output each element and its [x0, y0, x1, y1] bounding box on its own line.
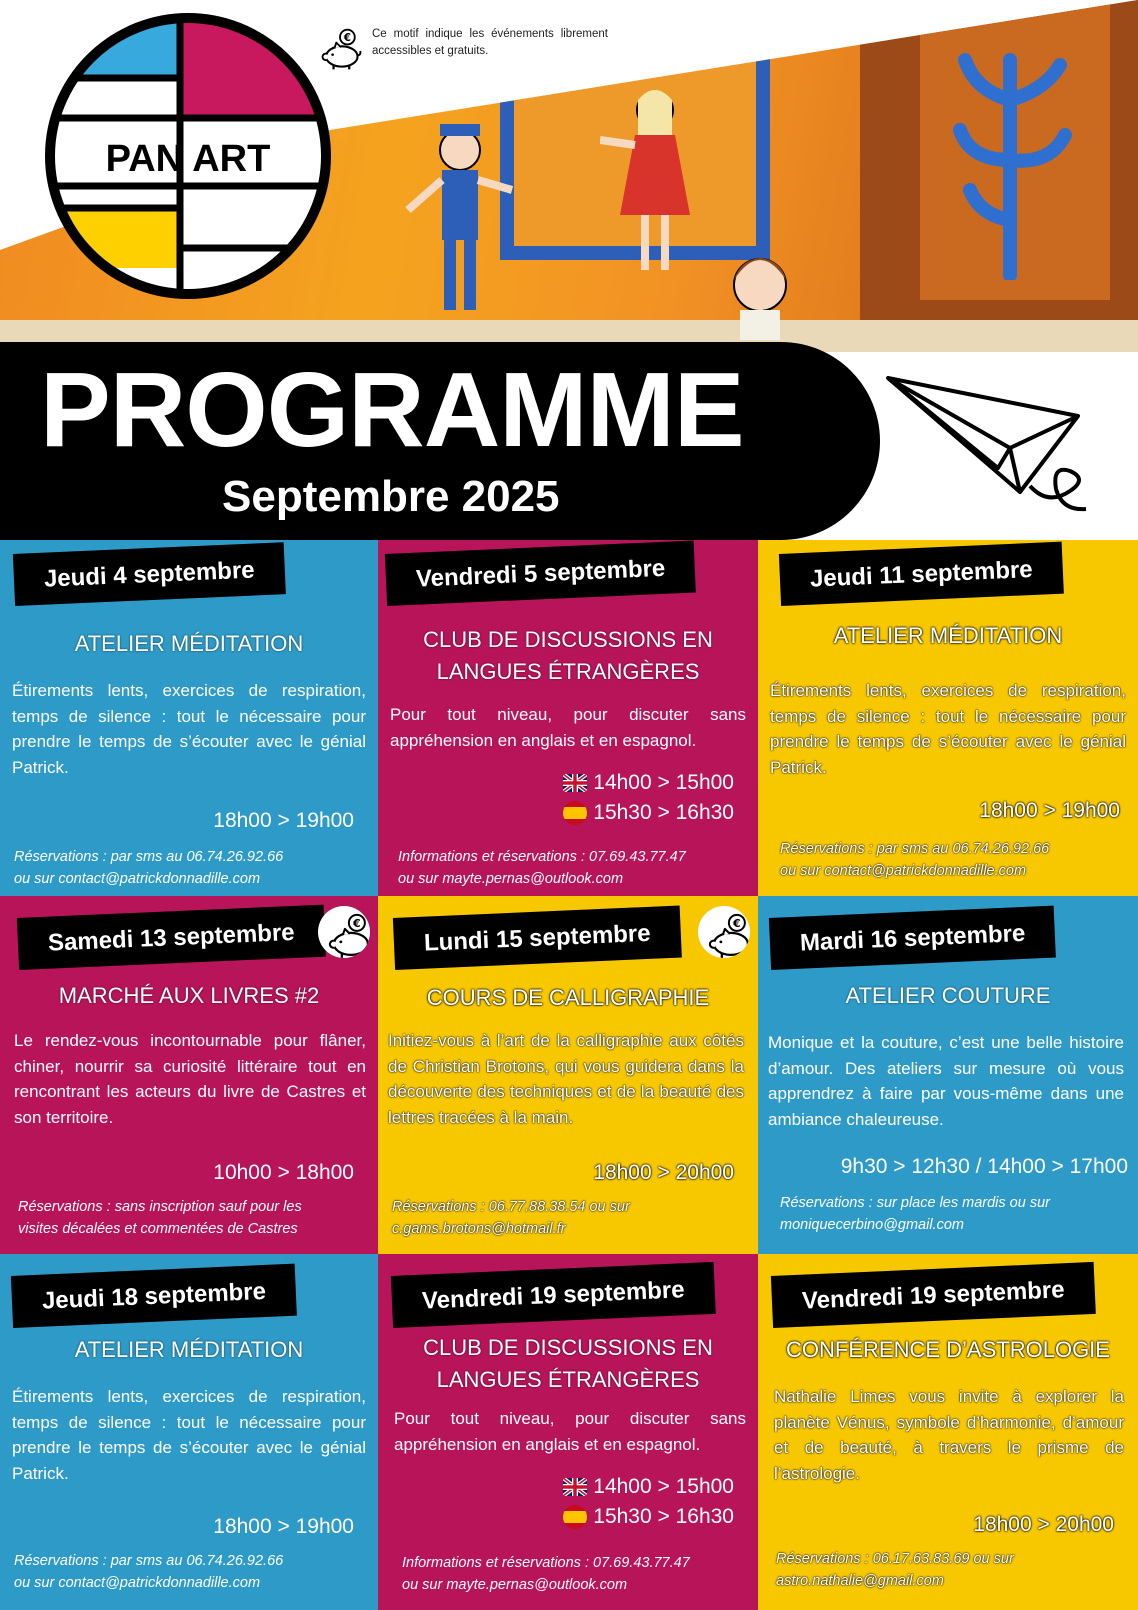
- event-card: [378, 1254, 758, 1610]
- event-time-es: 15h30 > 16h30: [593, 801, 734, 824]
- uk-flag-icon: [563, 1478, 587, 1496]
- event-time: [563, 1472, 734, 1532]
- event-date: Lundi 15 septembre: [393, 906, 682, 970]
- logo-text: PAN ART: [105, 138, 271, 180]
- reservation-line: Réservations : 06.77.88.38.54 ou sur: [392, 1199, 630, 1215]
- event-title: ATELIER MÉDITATION: [833, 623, 1063, 648]
- event-title-line: LANGUES ÉTRANGÈRES: [436, 659, 700, 684]
- title-banner: [0, 342, 880, 540]
- free-events-note: [316, 26, 608, 74]
- event-description: Pour tout niveau, pour discuter sans appréhension en anglais et en espagnol.: [390, 705, 746, 750]
- events-grid: [0, 540, 1138, 1610]
- event-date: Vendredi 5 septembre: [385, 541, 696, 606]
- event-title: ATELIER COUTURE: [845, 983, 1051, 1008]
- event-time: 18h00 > 20h00: [973, 1513, 1114, 1536]
- reservation-line: Réservations : par sms au 06.74.26.92.66: [780, 841, 1050, 857]
- event-description: Initiez-vous à l’art de la calligraphie aux côtés de Christian Brotons, qui vous guidera dans la découverte des techniques et de la beauté des lettres tracées à la main.: [388, 1031, 744, 1127]
- event-description: Étirements lents, exercices de respiration, temps de silence : tout le nécessaire pour prendre le temps de s’écouter avec le génial Patrick.: [12, 681, 366, 777]
- event-card: [758, 540, 1138, 896]
- event-reservation: [14, 846, 360, 890]
- page-title: PROGRAMME: [40, 351, 744, 469]
- reservation-line: Informations et réservations : 07.69.43.77.47: [398, 849, 686, 865]
- free-events-note-text: Ce motif indique les événements librement accessibles et gratuits.: [372, 28, 608, 57]
- panart-logo: [40, 8, 336, 304]
- reservation-contact: visites décalées et commentées de Castres: [18, 1221, 298, 1237]
- reservation-contact: c.gams.brotons@hotmail.fr: [392, 1221, 566, 1237]
- event-date: Vendredi 19 septembre: [771, 1262, 1096, 1328]
- event-time-es: 15h30 > 16h30: [593, 1505, 734, 1528]
- reservation-contact: ou sur mayte.pernas@outlook.com: [398, 871, 624, 887]
- uk-flag-icon: [563, 774, 587, 792]
- event-title: MARCHÉ AUX LIVRES #2: [58, 983, 320, 1008]
- reservation-contact: ou sur contact@patrickdonnadille.com: [14, 871, 261, 887]
- spain-flag-icon: [563, 1505, 587, 1529]
- event-card: [0, 1254, 378, 1610]
- event-time-en: 14h00 > 15h00: [593, 771, 734, 794]
- event-card: [378, 540, 758, 896]
- event-title: [386, 624, 750, 688]
- event-card: [758, 1254, 1138, 1610]
- event-title-line: CLUB DE DISCUSSIONS EN: [423, 627, 713, 652]
- event-reservation: [776, 1548, 1120, 1592]
- event-card: [758, 896, 1138, 1254]
- event-description: Nathalie Limes vous invite à explorer la planète Vénus, symbole d’harmonie, d’amour et de beauté, à travers le prisme de l’astrologie.: [774, 1387, 1124, 1483]
- event-date: Jeudi 4 septembre: [13, 542, 286, 606]
- figure-right-illustration: [600, 80, 710, 280]
- piggy-bank-euro-icon: [318, 906, 370, 958]
- event-description: Étirements lents, exercices de respiration, temps de silence : tout le nécessaire pour prendre le temps de s’écouter avec le génial Patrick.: [12, 1387, 366, 1483]
- event-title: ATELIER MÉDITATION: [74, 631, 304, 656]
- event-title-line: CLUB DE DISCUSSIONS EN: [423, 1335, 713, 1360]
- event-date: Jeudi 11 septembre: [779, 542, 1064, 606]
- event-title: CONFÉRENCE D’ASTROLOGIE: [786, 1337, 1110, 1362]
- event-reservation: [780, 838, 1120, 882]
- reservation-line: Informations et réservations : 07.69.43.77.47: [402, 1555, 690, 1571]
- plant-illustration: [950, 30, 1080, 280]
- reservation-contact: ou sur contact@patrickdonnadille.com: [14, 1575, 261, 1591]
- event-reservation: [18, 1196, 360, 1240]
- event-time: 10h00 > 18h00: [213, 1161, 354, 1184]
- reservation-contact: moniquecerbino@gmail.com: [780, 1217, 964, 1233]
- reservation-line: Réservations : sur place les mardis ou sur: [780, 1195, 1050, 1211]
- child-illustration: [720, 250, 800, 340]
- event-date: Vendredi 19 septembre: [391, 1262, 716, 1328]
- event-reservation: [780, 1192, 1120, 1236]
- figure-left-illustration: [400, 110, 520, 330]
- event-title: [386, 1332, 750, 1396]
- header: [0, 0, 1138, 540]
- event-time-en: 14h00 > 15h00: [593, 1475, 734, 1498]
- event-reservation: [14, 1550, 360, 1594]
- event-title-line: LANGUES ÉTRANGÈRES: [436, 1367, 700, 1392]
- event-title: COURS DE CALLIGRAPHIE: [426, 985, 710, 1010]
- event-card: [0, 540, 378, 896]
- paper-plane-icon: [880, 368, 1110, 528]
- event-description: Monique et la couture, c’est une belle histoire d’amour. Des ateliers sur mesure où vous apprendrez à faire par vous-même dans une ambiance chaleureuse.: [768, 1033, 1124, 1129]
- reservation-line: Réservations : par sms au 06.74.26.92.66: [14, 849, 284, 865]
- event-description: Étirements lents, exercices de respiration, temps de silence : tout le nécessaire pour prendre le temps de s’écouter avec le génial Patrick.: [770, 681, 1126, 777]
- reservation-line: Réservations : 06.17.63.83.69 ou sur: [776, 1551, 1014, 1567]
- reservation-line: Réservations : sans inscription sauf pour les: [18, 1199, 302, 1215]
- event-reservation: [392, 1196, 740, 1240]
- event-time: 9h30 > 12h30 / 14h00 > 17h00: [840, 1155, 1128, 1178]
- event-time: 18h00 > 19h00: [213, 809, 354, 832]
- event-time: [563, 768, 734, 828]
- reservation-contact: ou sur contact@patrickdonnadille.com: [780, 863, 1027, 879]
- spain-flag-icon: [563, 801, 587, 825]
- event-description: Pour tout niveau, pour discuter sans appréhension en anglais et en espagnol.: [394, 1409, 746, 1454]
- event-reservation: [402, 1552, 740, 1596]
- event-time: 18h00 > 19h00: [979, 799, 1120, 822]
- event-card: [0, 896, 378, 1254]
- event-description: Le rendez-vous incontournable pour flâner, chiner, nourrir sa curiosité littéraire tout en rencontrant les acteurs du livre de Castres et son territoire.: [14, 1031, 366, 1127]
- event-title: ATELIER MÉDITATION: [74, 1337, 304, 1362]
- reservation-contact: astro.nathalie@gmail.com: [776, 1573, 944, 1589]
- piggy-bank-euro-icon: [698, 906, 750, 958]
- page-subtitle: Septembre 2025: [222, 472, 560, 521]
- event-date: Samedi 13 septembre: [17, 905, 326, 970]
- event-time: 18h00 > 20h00: [593, 1161, 734, 1184]
- event-date: Mardi 16 septembre: [769, 906, 1056, 970]
- reservation-line: Réservations : par sms au 06.74.26.92.66: [14, 1553, 284, 1569]
- reservation-contact: ou sur mayte.pernas@outlook.com: [402, 1577, 628, 1593]
- event-date: Jeudi 18 septembre: [11, 1264, 297, 1328]
- event-time: 18h00 > 19h00: [213, 1515, 354, 1538]
- event-reservation: [398, 846, 740, 890]
- event-card: [378, 896, 758, 1254]
